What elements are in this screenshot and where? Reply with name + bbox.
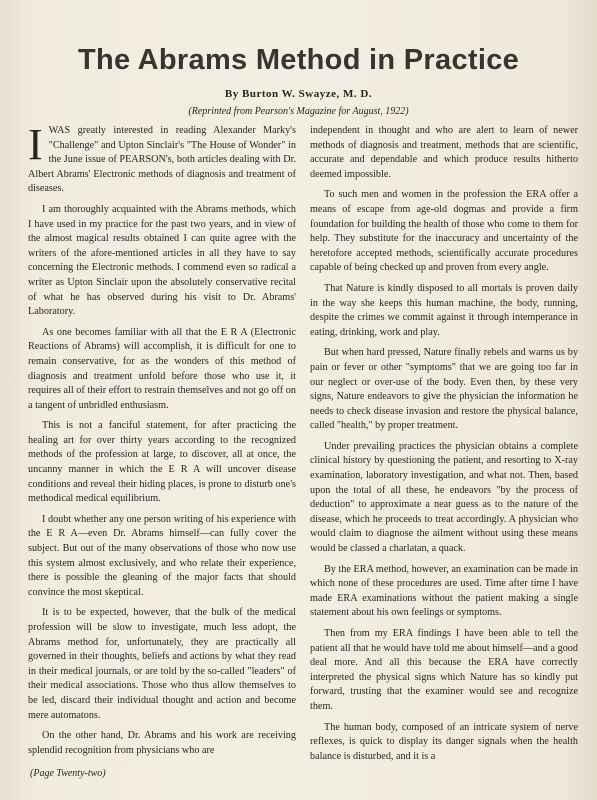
right-column — [310, 124, 578, 770]
paragraph: IWAS greatly interested in reading Alexander Marky's "Challenge" and Upton Sinclair's "The House of Wonder" in the June issue of PEARSON's, both articles dealing with Dr. Albert Abrams' Electronic methods of diagnosis and treatment of diseases. — [28, 120, 296, 195]
paragraph: To such men and women in the profession the ERA offer a means of escape from age-old dogmas and provide a firm foundation for building the health of those who come to them for help. They substitute for the inaccuracy and uncertainty of the heretofore accepted methods, scientifically accurate procedures capable of being checked up and proven from every angle. — [310, 189, 578, 274]
page-number: (Page Twenty-two) — [30, 768, 106, 779]
article-byline: By Burton W. Swayze, M. D. — [224, 88, 373, 100]
reprint-note: (Reprinted from Pearson's Magazine for August, 1922) — [188, 106, 409, 117]
article-title: The Abrams Method in Practice — [77, 44, 520, 76]
left-column — [28, 120, 296, 764]
paragraph: This is not a fanciful statement, for after practicing the healing art for over thirty years according to the recognized methods of the profession at large, to discover, all at once, the uncanny manner in which the E R A will uncover disease conditions and reveal their hiding places, is prone to disturb one's methodical medical equilibrium. — [28, 420, 296, 505]
paragraph: As one becomes familiar with all that the E R A (Electronic Reactions of Abrams) will accomplish, it is difficult for one to remain conservative, for as the wonders of this method of diagnosis and treatment unfold before those who use it, it requires all of their effort to restrain themselves and not go off on a tangent of unbridled enthusiasm. — [28, 326, 296, 411]
paragraph: Then from my ERA findings I have been able to tell the patient all that he would have told me about himself—and a good deal more. And all this because the ERA have correctly interpreted the physical signs which Nature has so kindly put forward, trusting that the examiner would see and recognize them. — [310, 628, 578, 712]
paragraph: That Nature is kindly disposed to all mortals is proven daily in the way she keeps this human machine, the body, running, despite the crimes we commit against it through intemperance in eating, drinking, work and play. — [310, 282, 578, 338]
paragraph: I am thoroughly acquainted with the Abrams methods, which I have used in my practice for the past two years, and in view of the almost magical results obtained I can quite agree with the writers of the afore-mentioned articles in all they have to say concerning the Electronic methods. I commend even so radical a writer as Upton Sinclair upon the absolutely conservative recital of what he has observed during his visit to Dr. Abrams' Laboratory. — [28, 203, 296, 318]
paragraph: I doubt whether any one person writing of his experience with the E R A—even Dr. Abrams himself—can fully cover the subject. But out of the many observations of those who now use this system almost exclusively, and who relate their experience, there is possible the gleaning of the major facts that should convince the most skeptical. — [28, 513, 296, 598]
paragraph: On the other hand, Dr. Abrams and his work are receiving splendid recognition from physicians who are — [28, 730, 296, 756]
paragraph: Under prevailing practices the physician obtains a complete clinical history by questioning the patient, and resorting to X-ray examination, laboratory investigation, and what not. Then, based upon the total of all these, he endeavors "by the process of deduction" to approximate a near guess as to the nature of the disease, which he proceeds to treat accordingly. A physician who would claim to diagnose the ailment without using these means would be classed a charlatan, a quack. — [310, 440, 578, 555]
drop-cap: I — [28, 120, 43, 169]
paragraph: independent in thought and who are alert to learn of newer methods of diagnosis and treatment, methods that are scientific, accurate and dependable and which produce results hitherto deemed impossible. — [310, 125, 578, 180]
paragraph: The human body, composed of an intricate system of nerve reflexes, is quick to display its danger signals when the health balance is disturbed, and it is a — [310, 721, 578, 762]
paragraph: It is to be expected, however, that the bulk of the medical profession will be slow to investigate, much less adopt, the Abrams method for, unfortunately, they are practically all governed in their thoughts, beliefs and actions by what they read in their medical journals, or are told by the so-called "leaders" of their medical associations. Those who thus allow themselves to be led, discard their individual thought and action and become mere automatons. — [28, 607, 296, 721]
paragraph: But when hard pressed, Nature finally rebels and warns us by pain or fever or other "symptoms" that we are going too far in our neglect or over-use of the body. Even then, by these very signs, Nature endeavors to give the physician the information he needs to check disease invasion and restore the physical balance, called "health," by proper treatment. — [310, 347, 578, 432]
paragraph: By the ERA method, however, an examination can be made in which none of these procedures are used. Time after time I have made ERA examinations without the patient making a single statement about his own feelings or symptoms. — [310, 563, 578, 619]
